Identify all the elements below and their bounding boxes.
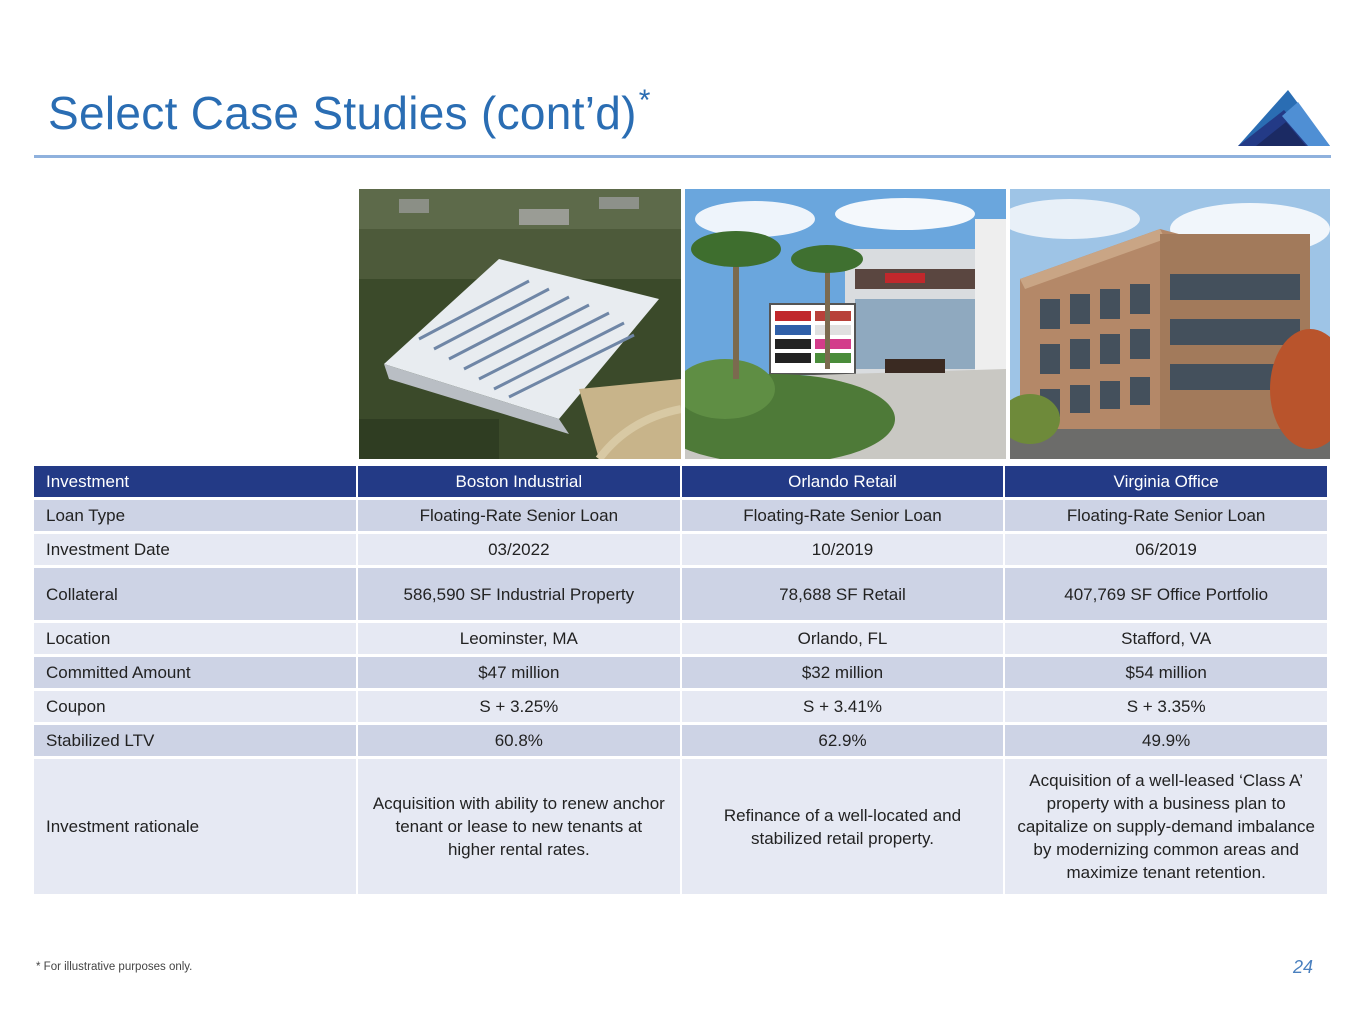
table-row-location: [34, 623, 1327, 654]
header-boston-industrial: Boston Industrial: [358, 466, 680, 497]
table-cell: Floating-Rate Senior Loan: [682, 500, 1004, 531]
case-studies-table: [32, 463, 1329, 897]
header-orlando-retail: Orlando Retail: [682, 466, 1004, 497]
table-cell: 10/2019: [682, 534, 1004, 565]
boston-industrial-aerial-photo: [359, 189, 681, 459]
table-cell: Refinance of a well-located and stabilized retail property.: [682, 759, 1004, 894]
row-label: Loan Type: [34, 500, 356, 531]
table-cell: S + 3.25%: [358, 691, 680, 722]
row-label: Committed Amount: [34, 657, 356, 688]
title-divider: [34, 155, 1331, 158]
table-cell: S + 3.41%: [682, 691, 1004, 722]
row-label: Investment rationale: [34, 759, 356, 894]
table-cell: Acquisition with ability to renew anchor tenant or lease to new tenants at higher rental rates.: [358, 759, 680, 894]
page-title-text: Select Case Studies (cont’d): [48, 87, 637, 139]
table-row-investment-rationale: [34, 759, 1327, 894]
table-cell: $32 million: [682, 657, 1004, 688]
table-cell: 49.9%: [1005, 725, 1327, 756]
header-virginia-office: Virginia Office: [1005, 466, 1327, 497]
table-row-loan-type: [34, 500, 1327, 531]
row-label: Coupon: [34, 691, 356, 722]
table-cell: Stafford, VA: [1005, 623, 1327, 654]
row-label: Stabilized LTV: [34, 725, 356, 756]
page-number: 24: [1293, 957, 1314, 977]
table-row-stabilized-ltv: [34, 725, 1327, 756]
table-cell: 03/2022: [358, 534, 680, 565]
row-label: Location: [34, 623, 356, 654]
mountain-logo-icon: [1236, 88, 1332, 148]
table-cell: $54 million: [1005, 657, 1327, 688]
row-label: Collateral: [34, 568, 356, 620]
header-investment: Investment: [34, 466, 356, 497]
virginia-office-building-photo: [1010, 189, 1330, 459]
table-cell: 60.8%: [358, 725, 680, 756]
table-row-coupon: [34, 691, 1327, 722]
table-cell: 78,688 SF Retail: [682, 568, 1004, 620]
footnote: * For illustrative purposes only.: [36, 961, 193, 973]
page-title: [48, 86, 651, 140]
table-cell: $47 million: [358, 657, 680, 688]
table-cell: 407,769 SF Office Portfolio: [1005, 568, 1327, 620]
table-cell: Orlando, FL: [682, 623, 1004, 654]
title-footnote-marker: *: [638, 84, 651, 117]
table-cell: 62.9%: [682, 725, 1004, 756]
table-cell: Floating-Rate Senior Loan: [1005, 500, 1327, 531]
table-cell: S + 3.35%: [1005, 691, 1327, 722]
row-label: Investment Date: [34, 534, 356, 565]
table-cell: Leominster, MA: [358, 623, 680, 654]
table-header-row: [34, 466, 1327, 497]
table-cell: Acquisition of a well-leased ‘Class A’ property with a business plan to capitalize on supply-demand imbalance by modernizing common areas and maximize tenant retention.: [1005, 759, 1327, 894]
table-cell: 06/2019: [1005, 534, 1327, 565]
table-row-investment-date: [34, 534, 1327, 565]
table-cell: Floating-Rate Senior Loan: [358, 500, 680, 531]
table-row-collateral: [34, 568, 1327, 620]
orlando-retail-center-photo: [685, 189, 1006, 459]
table-cell: 586,590 SF Industrial Property: [358, 568, 680, 620]
table-row-committed-amount: [34, 657, 1327, 688]
